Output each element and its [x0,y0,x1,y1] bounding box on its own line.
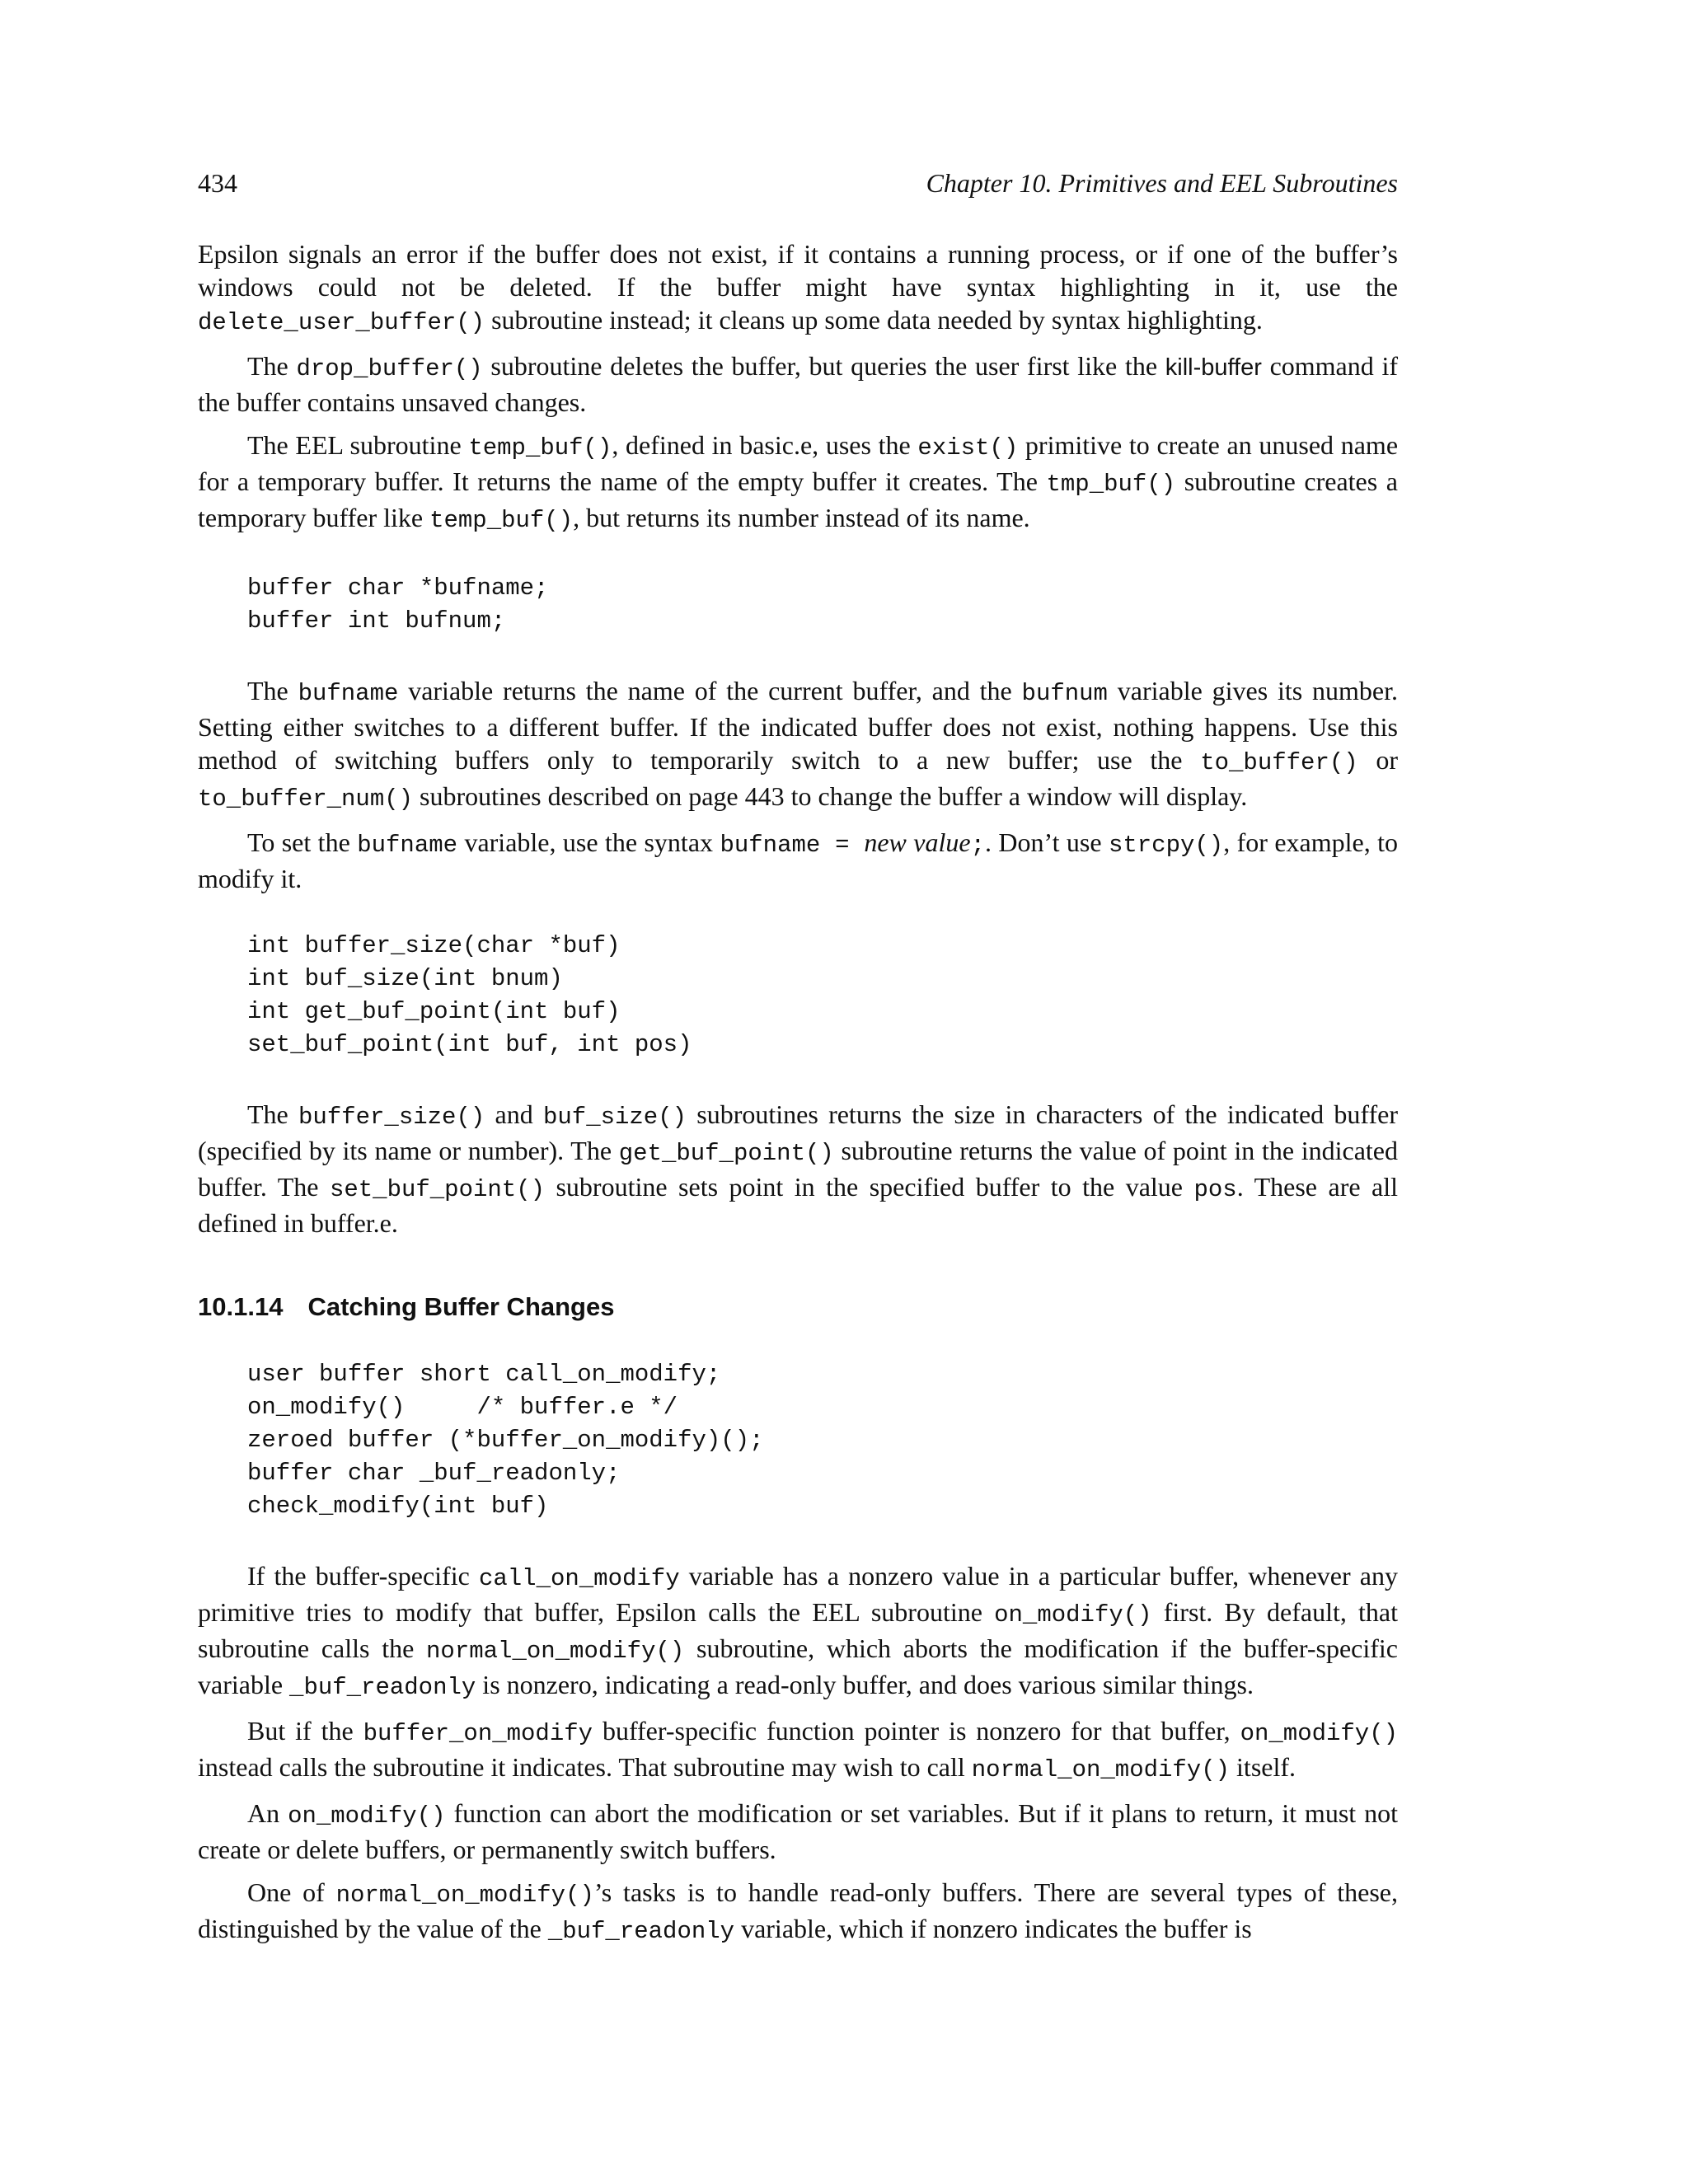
code-ref: set_buf_point() [329,1176,545,1203]
code-ref: bufnum [1021,680,1108,707]
text-run: subroutine sets point in the specified buffer to the value [545,1172,1194,1202]
text-run: subroutine, which aborts the modification if the buffer-specific variable [198,1633,1399,1699]
text-run: The [247,676,298,705]
code-ref: _buf_readonly [547,1918,735,1945]
paragraph-drop-buffer [198,349,1398,419]
text-run: variable has a nonzero value in a particular buffer, whenever any primitive tries to modify that buffer, Epsilon calls the EEL subroutine [198,1561,1399,1627]
code-ref: pos [1193,1176,1237,1203]
paragraph-buffer-on-modify [198,1714,1398,1787]
code-line: on_modify() /* buffer.e */ [247,1394,678,1421]
page-number: 434 [198,168,237,198]
text-run: and [485,1099,543,1129]
text-run: . These are all defined in buffer.e. [198,1172,1399,1238]
code-line: user buffer short call_on_modify; [247,1361,721,1388]
code-line: set_buf_point(int buf, int pos) [247,1031,692,1058]
text-run: , for example, to modify it. [198,827,1399,893]
paragraph-call-on-modify [198,1559,1398,1704]
code-block-on-modify [247,1358,1398,1523]
code-ref: buf_size() [542,1104,687,1131]
text-run: Epsilon signals an error if the buffer does not exist, if it contains a running process, or if one of the buffer’s windows could not be deleted. If the buffer might have syntax highlighting in it, use the [198,239,1398,302]
code-line: zeroed buffer (*buffer_on_modify)(); [247,1427,764,1454]
code-ref: ; [970,832,985,859]
chapter-title: Chapter 10. Primitives and EEL Subroutines [926,168,1398,198]
code-ref: strcpy() [1108,832,1224,859]
code-block-bufname [247,572,1398,638]
code-ref: bufname [357,832,458,859]
code-line: buffer char _buf_readonly; [247,1460,621,1487]
page [198,165,1398,1958]
text-run: The [247,351,297,381]
text-run: buffer-specific function pointer is nonzero for that buffer, [593,1716,1240,1746]
code-ref: tmp_buf() [1046,471,1176,498]
code-ref: on_modify() [1240,1720,1399,1747]
text-run: variable returns the name of the current buffer, and the [398,676,1022,705]
text-run: subroutines returns the size in characters of the indicated buffer (specified by its name or number). The [198,1099,1399,1165]
paragraph-read-only-buffers [198,1876,1398,1948]
paragraph-bufname-bufnum [198,674,1398,816]
text-run: , but returns its number instead of its name. [573,503,1030,532]
paragraph-set-bufname [198,826,1398,895]
text-run: is nonzero, indicating a read-only buffer, and does various similar things. [476,1670,1254,1699]
paragraph-on-modify-abort [198,1797,1398,1866]
text-run: subroutine returns the value of point in the indicated buffer. The [198,1136,1399,1202]
paragraph-buffer-size [198,1098,1398,1240]
text-run: or [1357,745,1399,775]
text-run: The [247,1099,299,1129]
text-run: variable gives its number. Setting either switches to a different buffer. If the indicated buffer does not exist, nothing happens. Use this method of switching buffers only to temporarily switch to a new buffer; use the [198,676,1399,775]
text-run: ’s tasks is to handle read-only buffers. There are several types of these, distinguished by the value of the [198,1877,1399,1943]
text-run: To set the [247,827,358,857]
code-ref: normal_on_modify() [335,1882,594,1909]
code-line: check_modify(int buf) [247,1493,549,1520]
text-run: variable, which if nonzero indicates the buffer is [734,1914,1252,1943]
code-ref: drop_buffer() [296,355,483,382]
section-title: Catching Buffer Changes [307,1292,615,1321]
text-run: The EEL subroutine [247,430,469,460]
code-ref: normal_on_modify() [426,1638,685,1665]
text-run: instead calls the subroutine it indicates. That subroutine may wish to call [198,1752,972,1782]
text-run: One of [247,1877,336,1907]
code-ref: to_buffer() [1200,749,1358,776]
section-heading [198,1291,1398,1324]
text-run: An [247,1798,288,1828]
code-ref: normal_on_modify() [971,1756,1231,1783]
paragraph-temp-buf [198,429,1398,537]
italic-term: new value [864,827,971,857]
code-ref: _buf_readonly [289,1674,476,1701]
command-name: kill-buffer [1165,354,1262,381]
running-header [198,165,1398,201]
code-ref: temp_buf() [429,507,574,534]
text-run: primitive to create an unused name for a temporary buffer. It returns the name of the empty buffer it creates. The [198,430,1399,496]
text-run: subroutine creates a temporary buffer like [198,466,1399,532]
code-block-buffer-size [247,930,1398,1062]
text-run: itself. [1230,1752,1296,1782]
code-ref: delete_user_buffer() [198,309,485,336]
code-ref: exist() [917,434,1019,462]
code-ref: call_on_modify [478,1565,680,1592]
text-run: variable, use the syntax [457,827,720,857]
code-line: buffer int bufnum; [247,607,506,635]
text-run: . Don’t use [984,827,1109,857]
text-run: subroutine instead; it cleans up some data needed by syntax highlighting. [485,305,1263,335]
text-run: function can abort the modification or set variables. But if it plans to return, it must not create or delete buffers, or permanently switch buffers. [198,1798,1399,1864]
text-run: command if the buffer contains unsaved changes. [198,351,1399,417]
paragraph-buffer-delete-errors [198,237,1398,340]
code-line: buffer char *bufname; [247,574,549,602]
code-line: int get_buf_point(int buf) [247,998,621,1025]
text-run: first. By default, that subroutine calls the [198,1597,1399,1663]
text-run: subroutine deletes the buffer, but queries the user first like the [482,351,1165,381]
text-run: But if the [247,1716,363,1746]
code-line: int buffer_size(char *buf) [247,932,621,959]
code-ref: buffer_size() [298,1104,485,1131]
code-ref: bufname = [720,832,865,859]
code-ref: temp_buf() [468,434,612,462]
code-line: int buf_size(int bnum) [247,965,563,992]
code-ref: get_buf_point() [618,1140,834,1167]
code-ref: on_modify() [288,1802,446,1830]
text-run: , defined in basic.e, uses the [612,430,918,460]
text-run: If the buffer-specific [247,1561,479,1591]
section-number: 10.1.14 [198,1292,284,1321]
code-ref: on_modify() [994,1601,1152,1629]
text-run: subroutines described on page 443 to change the buffer a window will display. [413,781,1248,811]
code-ref: to_buffer_num() [198,785,414,813]
code-ref: bufname [298,680,399,707]
code-ref: buffer_on_modify [363,1720,593,1747]
